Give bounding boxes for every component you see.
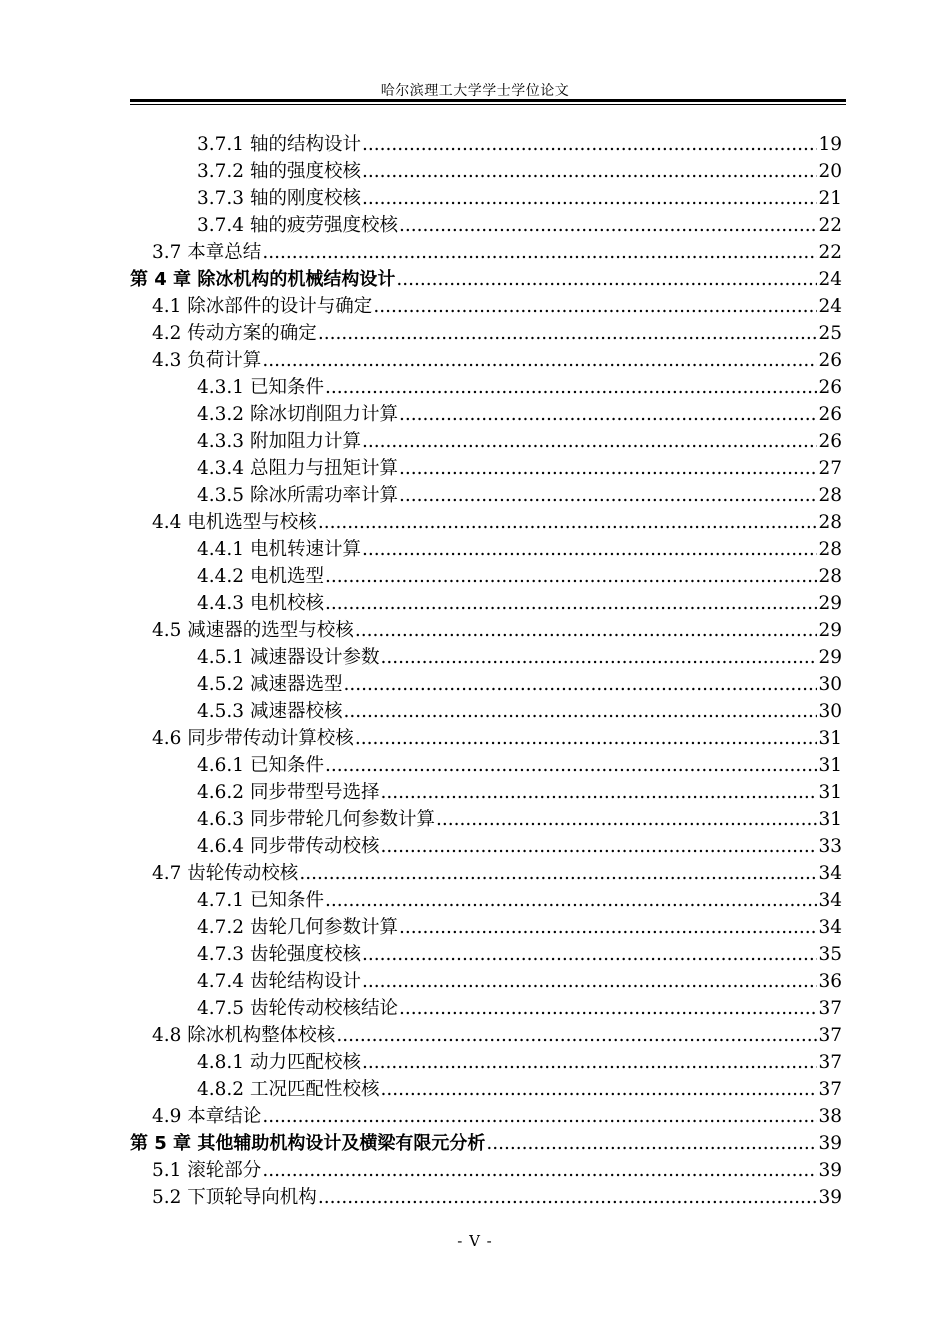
footer-page-number: - V - — [457, 1232, 493, 1250]
toc-dot-leader — [362, 158, 817, 185]
toc-entry[interactable] — [130, 266, 842, 293]
toc-dot-leader — [318, 320, 818, 347]
toc-dot-leader — [362, 536, 817, 563]
toc-entry-page: 30 — [818, 701, 842, 722]
toc-dot-leader — [362, 968, 817, 995]
toc-dot-leader — [399, 995, 817, 1022]
toc-entry[interactable] — [130, 833, 842, 860]
toc-entry-page: 28 — [818, 539, 842, 560]
toc-dot-leader — [299, 860, 817, 887]
toc-entry-page: 28 — [818, 512, 842, 533]
toc-entry-page: 28 — [818, 566, 842, 587]
toc-entry-label: 4.3.5 除冰所需功率计算 — [197, 485, 398, 506]
toc-entry[interactable] — [130, 995, 842, 1022]
toc-entry-label: 4.6.4 同步带传动校核 — [197, 836, 380, 857]
toc-entry-label: 4.3.1 已知条件 — [197, 377, 324, 398]
toc-entry-label: 4.5 减速器的选型与校核 — [152, 620, 354, 641]
toc-dot-leader — [399, 914, 817, 941]
toc-entry[interactable] — [130, 482, 842, 509]
toc-entry-page: 22 — [818, 215, 842, 236]
toc-entry-page: 37 — [818, 1052, 842, 1073]
toc-entry-label: 4.5.2 减速器选型 — [197, 674, 343, 695]
toc-entry[interactable] — [130, 212, 842, 239]
toc-entry-page: 33 — [818, 836, 842, 857]
toc-dot-leader — [362, 428, 817, 455]
toc-dot-leader — [318, 1184, 818, 1211]
toc-entry-page: 26 — [818, 377, 842, 398]
toc-dot-leader — [380, 644, 817, 671]
toc-entry[interactable] — [130, 1076, 842, 1103]
toc-entry[interactable] — [130, 293, 842, 320]
toc-dot-leader — [262, 1157, 817, 1184]
toc-entry-page: 34 — [818, 863, 842, 884]
toc-dot-leader — [362, 185, 817, 212]
toc-entry[interactable] — [130, 914, 842, 941]
toc-entry-label: 4.1 除冰部件的设计与确定 — [152, 296, 373, 317]
toc-entry-label: 4.3.3 附加阻力计算 — [197, 431, 361, 452]
toc-entry[interactable] — [130, 941, 842, 968]
toc-entry[interactable] — [130, 509, 842, 536]
toc-entry-page: 37 — [818, 1025, 842, 1046]
toc-entry-page: 39 — [818, 1187, 842, 1208]
toc-entry-page: 38 — [818, 1106, 842, 1127]
toc-entry-page: 31 — [818, 809, 842, 830]
toc-entry[interactable] — [130, 1049, 842, 1076]
toc-entry[interactable] — [130, 347, 842, 374]
toc-entry-label: 3.7 本章总结 — [152, 242, 262, 263]
toc-entry-label: 4.5.3 减速器校核 — [197, 701, 343, 722]
toc-entry[interactable] — [130, 563, 842, 590]
toc-entry-label: 4.9 本章结论 — [152, 1106, 262, 1127]
toc-entry-label: 4.4.3 电机校核 — [197, 593, 324, 614]
toc-entry[interactable] — [130, 185, 842, 212]
toc-entry-page: 29 — [818, 593, 842, 614]
toc-entry-label: 4.8 除冰机构整体校核 — [152, 1025, 336, 1046]
toc-entry-page: 39 — [818, 1160, 842, 1181]
toc-dot-leader — [343, 698, 817, 725]
table-of-contents — [130, 131, 842, 1211]
toc-entry-label: 3.7.4 轴的疲劳强度校核 — [197, 215, 398, 236]
toc-entry[interactable] — [130, 1157, 842, 1184]
toc-entry[interactable] — [130, 671, 842, 698]
toc-entry[interactable] — [130, 374, 842, 401]
toc-dot-leader — [396, 266, 817, 293]
toc-entry-page: 35 — [818, 944, 842, 965]
toc-entry-page: 31 — [818, 782, 842, 803]
toc-entry-label: 4.7.2 齿轮几何参数计算 — [197, 917, 398, 938]
toc-dot-leader — [336, 1022, 817, 1049]
toc-entry[interactable] — [130, 455, 842, 482]
toc-dot-leader — [362, 131, 817, 158]
toc-entry-page: 29 — [818, 647, 842, 668]
header-rule-thin — [130, 104, 846, 105]
toc-entry[interactable] — [130, 1103, 842, 1130]
toc-entry-label: 4.6 同步带传动计算校核 — [152, 728, 354, 749]
toc-entry-label: 4.7 齿轮传动校核 — [152, 863, 299, 884]
toc-entry-page: 24 — [818, 269, 842, 290]
toc-entry[interactable] — [130, 1184, 842, 1211]
toc-dot-leader — [399, 482, 817, 509]
toc-dot-leader — [325, 887, 818, 914]
toc-entry-label: 4.5.1 减速器设计参数 — [197, 647, 380, 668]
toc-entry-page: 25 — [818, 323, 842, 344]
toc-dot-leader — [399, 455, 817, 482]
toc-entry-label: 4.6.1 已知条件 — [197, 755, 324, 776]
toc-entry[interactable] — [130, 320, 842, 347]
toc-dot-leader — [380, 779, 817, 806]
toc-entry[interactable] — [130, 752, 842, 779]
toc-entry[interactable] — [130, 887, 842, 914]
toc-entry-page: 22 — [818, 242, 842, 263]
toc-dot-leader — [318, 509, 818, 536]
toc-entry[interactable] — [130, 968, 842, 995]
toc-dot-leader — [486, 1130, 817, 1157]
header-rule-thick — [130, 99, 846, 102]
toc-entry[interactable] — [130, 131, 842, 158]
toc-dot-leader — [355, 725, 818, 752]
toc-entry[interactable] — [130, 617, 842, 644]
toc-entry-page: 34 — [818, 917, 842, 938]
toc-entry[interactable] — [130, 698, 842, 725]
toc-entry[interactable] — [130, 806, 842, 833]
toc-entry[interactable] — [130, 1022, 842, 1049]
toc-entry-label: 4.8.1 动力匹配校核 — [197, 1052, 361, 1073]
toc-entry-label: 4.7.4 齿轮结构设计 — [197, 971, 361, 992]
toc-entry-page: 39 — [818, 1133, 842, 1154]
toc-dot-leader — [343, 671, 817, 698]
toc-entry[interactable] — [130, 158, 842, 185]
toc-entry-page: 36 — [818, 971, 842, 992]
toc-entry-label: 4.6.2 同步带型号选择 — [197, 782, 380, 803]
toc-entry-label: 4.7.5 齿轮传动校核结论 — [197, 998, 398, 1019]
toc-entry[interactable] — [130, 779, 842, 806]
toc-entry-page: 37 — [818, 1079, 842, 1100]
toc-entry-label: 3.7.3 轴的刚度校核 — [197, 188, 361, 209]
toc-entry-label: 5.2 下顶轮导向机构 — [152, 1187, 317, 1208]
toc-entry-label: 4.4.2 电机选型 — [197, 566, 324, 587]
toc-entry[interactable] — [130, 725, 842, 752]
toc-entry-label: 4.6.3 同步带轮几何参数计算 — [197, 809, 435, 830]
toc-entry-label: 3.7.1 轴的结构设计 — [197, 134, 361, 155]
toc-entry-label: 3.7.2 轴的强度校核 — [197, 161, 361, 182]
toc-dot-leader — [380, 1076, 817, 1103]
toc-entry-page: 27 — [818, 458, 842, 479]
toc-entry-page: 24 — [818, 296, 842, 317]
toc-dot-leader — [325, 374, 818, 401]
toc-entry[interactable] — [130, 401, 842, 428]
toc-dot-leader — [373, 293, 817, 320]
header-title: 哈尔滨理工大学学士学位论文 — [380, 83, 570, 99]
toc-entry-page: 34 — [818, 890, 842, 911]
toc-entry-page: 26 — [818, 431, 842, 452]
toc-entry-page: 37 — [818, 998, 842, 1019]
toc-dot-leader — [325, 563, 818, 590]
toc-entry-label: 4.4.1 电机转速计算 — [197, 539, 361, 560]
toc-entry-page: 29 — [818, 620, 842, 641]
toc-entry-label: 4.8.2 工况匹配性校核 — [197, 1079, 380, 1100]
toc-entry[interactable] — [130, 644, 842, 671]
toc-entry-label: 4.4 电机选型与校核 — [152, 512, 317, 533]
toc-entry-label: 第 5 章 其他辅助机构设计及横梁有限元分析 — [130, 1133, 486, 1154]
toc-entry[interactable] — [130, 590, 842, 617]
toc-dot-leader — [362, 941, 817, 968]
toc-entry-page: 26 — [818, 404, 842, 425]
toc-dot-leader — [262, 1103, 817, 1130]
toc-entry-page: 21 — [818, 188, 842, 209]
toc-dot-leader — [399, 401, 817, 428]
toc-entry-page: 19 — [818, 134, 842, 155]
toc-dot-leader — [262, 347, 817, 374]
toc-entry-page: 20 — [818, 161, 842, 182]
toc-dot-leader — [436, 806, 817, 833]
toc-entry-page: 26 — [818, 350, 842, 371]
toc-dot-leader — [325, 752, 818, 779]
toc-dot-leader — [362, 1049, 817, 1076]
toc-entry-label: 4.3 负荷计算 — [152, 350, 262, 371]
toc-entry[interactable] — [130, 239, 842, 266]
toc-entry-label: 4.2 传动方案的确定 — [152, 323, 317, 344]
toc-dot-leader — [325, 590, 818, 617]
toc-entry[interactable] — [130, 428, 842, 455]
toc-dot-leader — [262, 239, 817, 266]
toc-entry-label: 4.7.1 已知条件 — [197, 890, 324, 911]
toc-entry[interactable] — [130, 860, 842, 887]
toc-entry-page: 28 — [818, 485, 842, 506]
toc-entry[interactable] — [130, 1130, 842, 1157]
toc-entry-page: 31 — [818, 728, 842, 749]
toc-entry-page: 30 — [818, 674, 842, 695]
toc-entry-label: 4.3.4 总阻力与扭矩计算 — [197, 458, 398, 479]
toc-entry-label: 4.7.3 齿轮强度校核 — [197, 944, 361, 965]
toc-entry-label: 5.1 滚轮部分 — [152, 1160, 262, 1181]
toc-entry[interactable] — [130, 536, 842, 563]
toc-dot-leader — [355, 617, 818, 644]
toc-dot-leader — [380, 833, 817, 860]
toc-entry-page: 31 — [818, 755, 842, 776]
toc-entry-label: 第 4 章 除冰机构的机械结构设计 — [130, 269, 396, 290]
toc-dot-leader — [399, 212, 817, 239]
toc-entry-label: 4.3.2 除冰切削阻力计算 — [197, 404, 398, 425]
